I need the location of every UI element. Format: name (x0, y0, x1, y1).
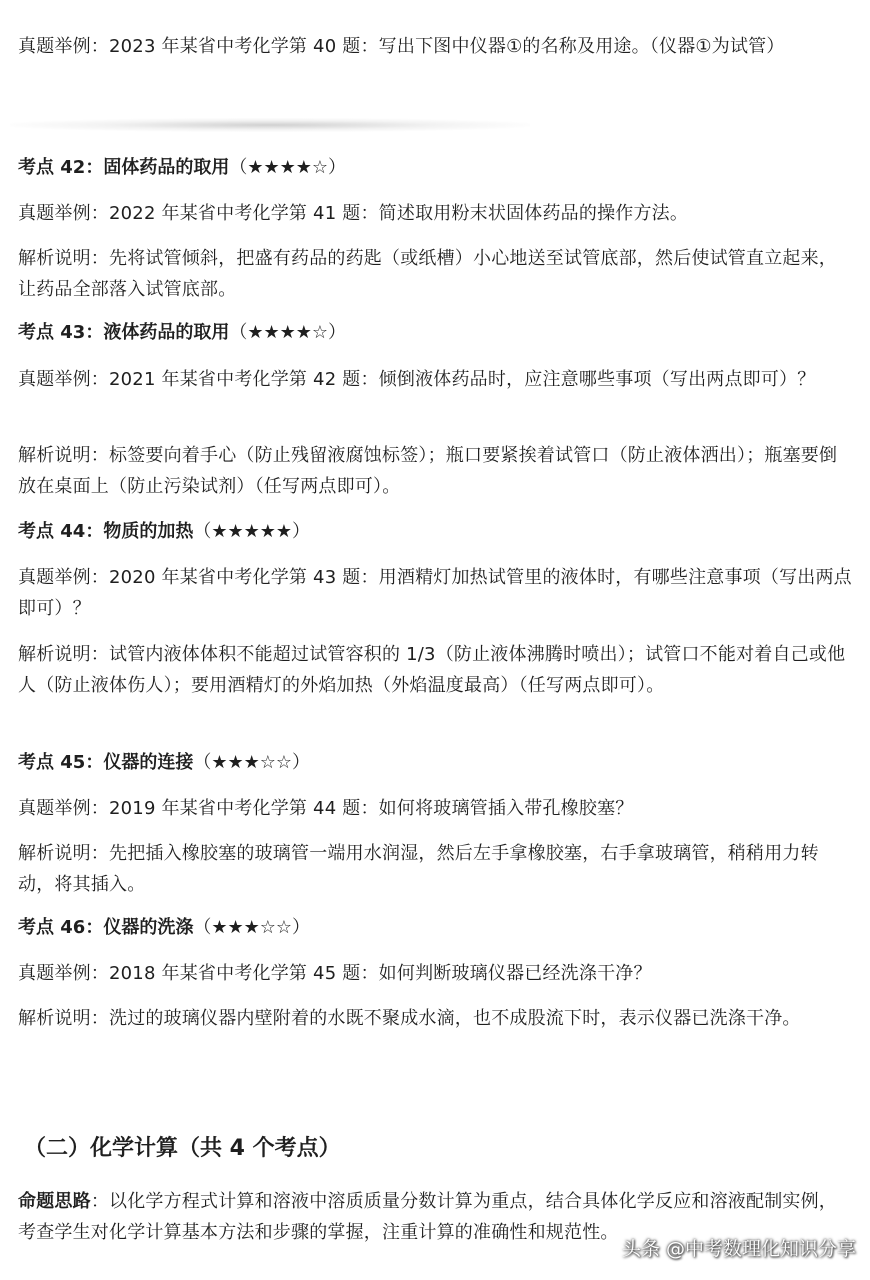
point-heading (18, 748, 852, 778)
point-example: 真题举例：2019 年某省中考化学第 44 题：如何将玻璃管插入带孔橡胶塞？ (18, 798, 634, 819)
point-title: 考点 45：仪器的连接 (18, 752, 194, 773)
star-rating: （★★★☆☆） (193, 917, 311, 938)
star-rating: （★★★☆☆） (193, 752, 311, 773)
section-title: （二）化学计算（共 4 个考点） (24, 1136, 341, 1161)
star-rating: （★★★★★） (193, 521, 311, 542)
section-lead-text: ：以化学方程式计算和溶液中溶质质量分数计算为重点，结合具体化学反应和溶液配制实例，考查学生对化学计算基本方法和步骤的掌握，注重计算的准确性和规范性。 (18, 1191, 838, 1243)
point-example: 真题举例：2018 年某省中考化学第 45 题：如何判断玻璃仪器已经洗涤干净？ (18, 963, 652, 984)
intro-example: 真题举例：2023 年某省中考化学第 40 题：写出下图中仪器①的名称及用途。（仪器①为试管） (18, 36, 785, 57)
section-lead-label: 命题思路 (18, 1191, 91, 1212)
star-rating: （★★★★☆） (229, 157, 347, 178)
point-analysis: 解析说明：先将试管倾斜，把盛有药品的药匙（或纸槽）小心地送至试管底部，然后使试管直立起来，让药品全部落入试管底部。 (18, 248, 837, 300)
source-watermark: 头条 @中考数理化知识分享 (621, 1238, 856, 1260)
point-title: 考点 43：液体药品的取用 (18, 322, 230, 343)
point-heading (18, 517, 852, 547)
point-example: 真题举例：2021 年某省中考化学第 42 题：倾倒液体药品时，应注意哪些事项（写出两点即可）？ (18, 369, 816, 390)
star-rating: （★★★★☆） (229, 322, 347, 343)
point-heading (18, 913, 852, 943)
point-analysis: 解析说明：洗过的玻璃仪器内壁附着的水既不聚成水滴，也不成股流下时，表示仪器已洗涤干净。 (18, 1008, 801, 1029)
point-title: 考点 42：固体药品的取用 (18, 157, 230, 178)
point-analysis: 解析说明：先把插入橡胶塞的玻璃管一端用水润湿，然后左手拿橡胶塞，右手拿玻璃管，稍稍用力转动，将其插入。 (18, 843, 819, 895)
point-example: 真题举例：2020 年某省中考化学第 43 题：用酒精灯加热试管里的液体时，有哪些注意事项（写出两点即可）？ (18, 567, 852, 619)
point-heading (18, 318, 852, 348)
point-example: 真题举例：2022 年某省中考化学第 41 题：简述取用粉末状固体药品的操作方法。 (18, 203, 689, 224)
image-separator (10, 118, 530, 132)
point-heading (18, 153, 852, 183)
point-analysis: 解析说明：标签要向着手心（防止残留液腐蚀标签）；瓶口要紧挨着试管口（防止液体洒出）；瓶塞要倒放在桌面上（防止污染试剂）（任写两点即可）。 (18, 445, 838, 497)
point-title: 考点 44：物质的加热 (18, 521, 194, 542)
point-title: 考点 46：仪器的洗涤 (18, 917, 194, 938)
point-analysis: 解析说明：试管内液体体积不能超过试管容积的 1/3（防止液体沸腾时喷出）；试管口不能对着自己或他人（防止液体伤人）；要用酒精灯的外焰加热（外焰温度最高）（任写两点即可）。 (18, 644, 846, 696)
